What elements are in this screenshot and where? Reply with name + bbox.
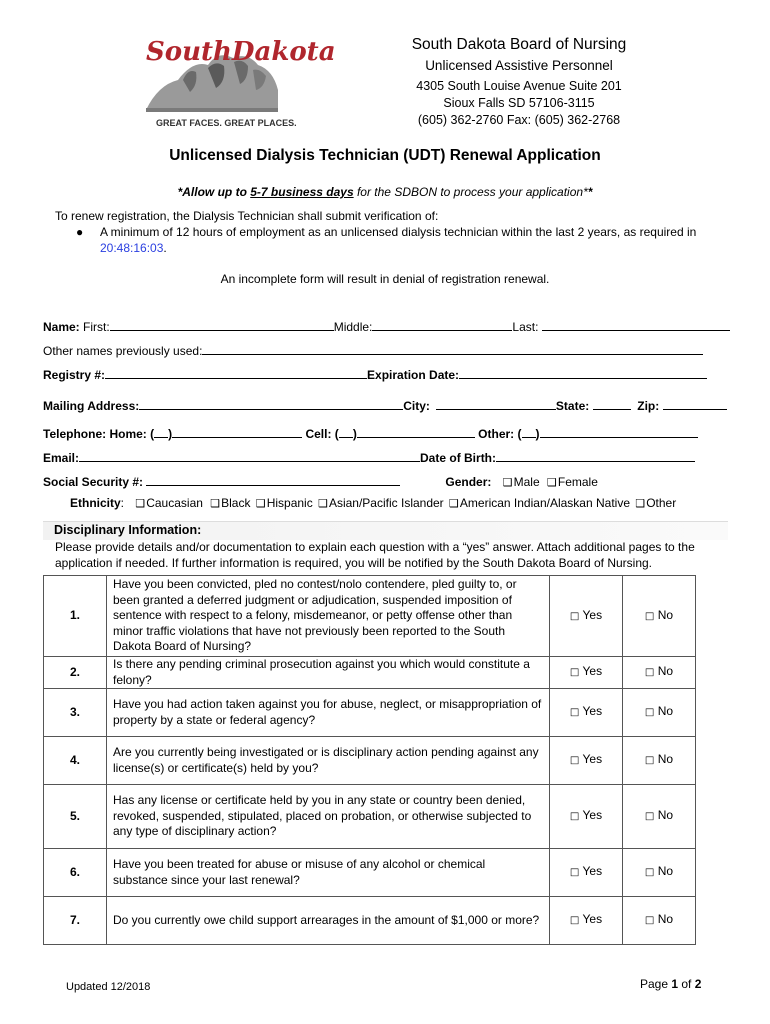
no-option[interactable]: □ No xyxy=(623,897,696,945)
incomplete-warning: An incomplete form will result in denial of registration renewal. xyxy=(220,272,550,286)
question-text: Are you currently being investigated or is disciplinary action pending against any license(s) or certificate(s) held by you? xyxy=(107,737,550,785)
home-phone-field[interactable] xyxy=(172,425,302,438)
yes-option[interactable]: □ Yes xyxy=(550,657,623,689)
address-line-1: 4305 South Louise Avenue Suite 201 xyxy=(416,79,622,93)
question-text: Have you been treated for abuse or misuse of any alcohol or chemical substance since your last renewal? xyxy=(107,849,550,897)
mailing-row: Mailing Address: City: State: Zip: xyxy=(43,397,727,413)
disciplinary-heading-bar xyxy=(43,521,728,540)
cell-area-code-field[interactable] xyxy=(339,425,353,438)
dept-name: Unlicensed Assistive Personnel xyxy=(425,58,613,73)
no-option[interactable]: □ No xyxy=(623,785,696,849)
no-option[interactable]: □ No xyxy=(623,849,696,897)
svg-text:GREAT FACES. GREAT PLACES.: GREAT FACES. GREAT PLACES. xyxy=(156,118,297,128)
checkbox-icon[interactable]: □ xyxy=(569,867,580,879)
checkbox-icon[interactable]: □ xyxy=(569,707,580,719)
processing-note: *Allow up to 5-7 business days for the SDBON to process your application** xyxy=(177,185,593,199)
checkbox-icon[interactable]: □ xyxy=(569,610,580,622)
rule-code: 20:48:16:03 xyxy=(100,241,164,255)
yes-option[interactable]: □ Yes xyxy=(550,785,623,849)
gender-female-option[interactable]: ❑Female xyxy=(546,475,598,489)
no-option[interactable]: □ No xyxy=(623,657,696,689)
cell-phone-field[interactable] xyxy=(357,425,475,438)
other-names-row: Other names previously used: xyxy=(43,342,703,358)
checkbox-icon[interactable]: ❑ xyxy=(635,497,646,510)
checkbox-icon[interactable]: ❑ xyxy=(135,497,146,510)
table-row: 5. Has any license or certificate held by you in any state or country been denied, revoked, suspended, stipulated, placed on probation, or otherwise subjected to any type of disciplinary action? □ Yes □ No xyxy=(44,785,696,849)
checkbox-icon[interactable]: ❑ xyxy=(449,497,459,510)
checkbox-icon[interactable]: □ xyxy=(644,915,655,927)
header-block xyxy=(384,36,654,129)
yes-option[interactable]: □ Yes xyxy=(550,576,623,657)
checkbox-icon[interactable]: ❑ xyxy=(502,476,513,489)
ssn-row: Social Security #: Gender: ❑Male ❑Female xyxy=(43,475,598,489)
yes-option[interactable]: □ Yes xyxy=(550,737,623,785)
table-row: 6. Have you been treated for abuse or misuse of any alcohol or chemical substance since your last renewal? □ Yes □ No xyxy=(44,849,696,897)
checkbox-icon[interactable]: □ xyxy=(569,915,580,927)
question-text: Have you had action taken against you for abuse, neglect, or misappropriation of property by a state or federal agency? xyxy=(107,689,550,737)
middle-name-field[interactable] xyxy=(372,318,512,331)
disciplinary-questions-table xyxy=(43,575,696,945)
question-text: Has any license or certificate held by you in any state or country been denied, revoked, suspended, stipulated, placed on probation, or otherwise subjected to any type of disciplinary action? xyxy=(107,785,550,849)
yes-option[interactable]: □ Yes xyxy=(550,689,623,737)
ethnicity-hispanic-option[interactable]: ❑Hispanic xyxy=(255,496,313,510)
date-of-birth-field[interactable] xyxy=(496,449,695,462)
ssn-field[interactable] xyxy=(146,473,400,486)
ethnicity-asian-option[interactable]: ❑Asian/Pacific Islander xyxy=(318,496,444,510)
checkbox-icon[interactable]: □ xyxy=(569,667,580,679)
no-option[interactable]: □ No xyxy=(623,689,696,737)
registry-row: Registry #: Expiration Date: xyxy=(43,366,707,382)
name-row: Name: First: Middle: Last: xyxy=(43,318,730,334)
last-name-field[interactable] xyxy=(542,318,730,331)
home-area-code-field[interactable] xyxy=(154,425,168,438)
ethnicity-native-option[interactable]: ❑American Indian/Alaskan Native xyxy=(449,496,630,510)
expiration-date-field[interactable] xyxy=(459,366,707,379)
table-row: 1. Have you been convicted, pled no contest/nolo contendere, pled guilty to, or been granted a deferred judgment or adjudication, suspended imposition of sentence with respect to a felony, misdemeanor, or petty offense other than minor traffic violations that have not previously been reported to the South Dakota Board of Nursing? □ Yes □ No xyxy=(44,576,696,657)
telephone-row: Telephone: Home: ( ) Cell: ( ) Other: ( ) xyxy=(43,425,698,441)
no-option[interactable]: □ No xyxy=(623,737,696,785)
ethnicity-black-option[interactable]: ❑Black xyxy=(210,496,251,510)
yes-option[interactable]: □ Yes xyxy=(550,897,623,945)
phone-line: (605) 362-2760 Fax: (605) 362-2768 xyxy=(417,113,621,127)
mailing-address-field[interactable] xyxy=(139,397,403,410)
state-field[interactable] xyxy=(593,397,631,410)
zip-field[interactable] xyxy=(663,397,727,410)
page-number: Page 1 of 2 xyxy=(640,977,702,991)
south-dakota-logo xyxy=(138,30,336,130)
ethnicity-row: Ethnicity: ❑Caucasian ❑Black ❑Hispanic ❑Asian/Pacific Islander ❑American Indian/Alaskan Native ❑Other xyxy=(70,496,677,510)
updated-date: Updated 12/2018 xyxy=(66,981,151,993)
application-page: SouthDakota GREAT FACES. GREAT PLACES. South Dakota Board of Nursing Unlicensed Assistive Personnel 4305 South Louise Avenue Suite 201 Sioux Falls SD 57106-3115 (605) 362-2760 Fax: (605) 362-2768 Unlicensed Dialysis Technician (UDT) Renewal Application *Allow up to 5-7 business days for the SDBON to process your application** To renew registration, the Dialysis Technician shall submit verification of: ● A minimum of 12 hours of employment as an unlicensed dialysis technician within the last 2 years, as required in 20:48:16:03. An incomplete form will result in denial of registration renewal. Name: First: Middle: Last: Other names previously used: Registry #: Expiration Date: Mailing Address: City: State: Zip: Telephone: Home: ( ) Cell: ( ) Other: ( ) Email: Date of Birth: Social Security #: Gender: ❑Male ❑Female Ethnicity: ❑Caucasian ❑Black ❑Hispanic ❑Asian/Pacific Islander ❑American Indian/Alaskan Native ❑Other Disciplinary Information: Please provide details and/or documentation to explain each question with a “yes” answer. Attach additional pages to the application if needed. If further information is required, you will be notified by the South Dakota Board of Nursing. 1. Have you been convicted, pled no contest/nolo contendere, pled guilty to, or been granted a deferred judgment or adjudication, suspended imposition of sentence with respect to a felony, misdemeanor, or petty offense other than minor traffic violations that have not previously been reported to the South Dakota Board of Nursing? □ Yes □ No 2. Is there any pending criminal prosecution against you which would constitute a felony? □ Yes □ No 3. Have you had action taken against you for abuse, neglect, or misappropriation of property by a state or federal agency? □ Yes □ No 4. Are you currently being investigated or is disciplinary action pending against any license(s) or certificate(s) held by you? □ Yes □ No 5. Has any license or certificate held by you in any state or country been denied, revoked, suspended, stipulated, placed on probation, or otherwise subjected to any type of disciplinary action? □ Yes □ No 6. Have you been treated for abuse or misuse of any alcohol or chemical substance since your last renewal? □ Yes □ No 7. Do you currently owe child support arrearages in the amount of $1,000 or more? □ Yes □ No Updated 12/2018 Page 1 of 2 xyxy=(0,0,770,1024)
checkbox-icon[interactable]: ❑ xyxy=(318,497,328,510)
email-row: Email: Date of Birth: xyxy=(43,449,695,465)
table-row: 4. Are you currently being investigated or is disciplinary action pending against any license(s) or certificate(s) held by you? □ Yes □ No xyxy=(44,737,696,785)
ethnicity-other-option[interactable]: ❑Other xyxy=(635,496,677,510)
address-line-2: Sioux Falls SD 57106-3115 xyxy=(443,96,595,110)
table-row: 2. Is there any pending criminal prosecution against you which would constitute a felony? □ Yes □ No xyxy=(44,657,696,689)
gender-male-option[interactable]: ❑Male xyxy=(502,475,540,489)
city-field[interactable] xyxy=(436,397,556,410)
first-name-field[interactable] xyxy=(110,318,334,331)
disciplinary-instructions: Please provide details and/or documentation to explain each question with a “yes” answer. Attach additional pages to the application if needed. If further information is required, you will be notified by the South Dakota Board of Nursing. xyxy=(55,540,695,570)
checkbox-icon[interactable]: □ xyxy=(569,811,580,823)
page-title: Unlicensed Dialysis Technician (UDT) Renewal Application xyxy=(169,147,601,164)
other-phone-field[interactable] xyxy=(540,425,698,438)
ethnicity-caucasian-option[interactable]: ❑Caucasian xyxy=(135,496,203,510)
table-row: 3. Have you had action taken against you for abuse, neglect, or misappropriation of property by a state or federal agency? □ Yes □ No xyxy=(44,689,696,737)
checkbox-icon[interactable]: ❑ xyxy=(546,476,557,489)
checkbox-icon[interactable]: □ xyxy=(644,867,655,879)
checkbox-icon[interactable]: □ xyxy=(644,755,655,767)
checkbox-icon[interactable]: □ xyxy=(644,707,655,719)
table-row: 7. Do you currently owe child support arrearages in the amount of $1,000 or more? □ Yes □ No xyxy=(44,897,696,945)
svg-text:SouthDakota: SouthDakota xyxy=(146,37,336,67)
other-names-field[interactable] xyxy=(202,342,703,355)
intro-text: To renew registration, the Dialysis Technician shall submit verification of: xyxy=(55,209,439,223)
checkbox-icon[interactable]: □ xyxy=(644,667,655,679)
question-text: Is there any pending criminal prosecution against you which would constitute a felony? xyxy=(107,657,550,689)
checkbox-icon[interactable]: □ xyxy=(644,811,655,823)
disciplinary-heading: Disciplinary Information: xyxy=(54,523,202,537)
org-name: South Dakota Board of Nursing xyxy=(411,36,627,53)
question-text: Do you currently owe child support arrearages in the amount of $1,000 or more? xyxy=(107,897,550,945)
yes-option[interactable]: □ Yes xyxy=(550,849,623,897)
checkbox-icon[interactable]: ❑ xyxy=(255,497,266,510)
checkbox-icon[interactable]: □ xyxy=(644,610,655,622)
registry-field[interactable] xyxy=(105,366,367,379)
no-option[interactable]: □ No xyxy=(623,576,696,657)
checkbox-icon[interactable]: ❑ xyxy=(210,497,221,510)
question-text: Have you been convicted, pled no contest/nolo contendere, pled guilty to, or been granted a deferred judgment or adjudication, suspended imposition of sentence with respect to a felony, misdemeanor, or petty offense other than minor traffic violations that have not previously been reported to the South Dakota Board of Nursing? xyxy=(107,576,550,657)
bullet-icon: ● xyxy=(76,225,84,239)
email-field[interactable] xyxy=(79,449,420,462)
other-area-code-field[interactable] xyxy=(522,425,536,438)
checkbox-icon[interactable]: □ xyxy=(569,755,580,767)
